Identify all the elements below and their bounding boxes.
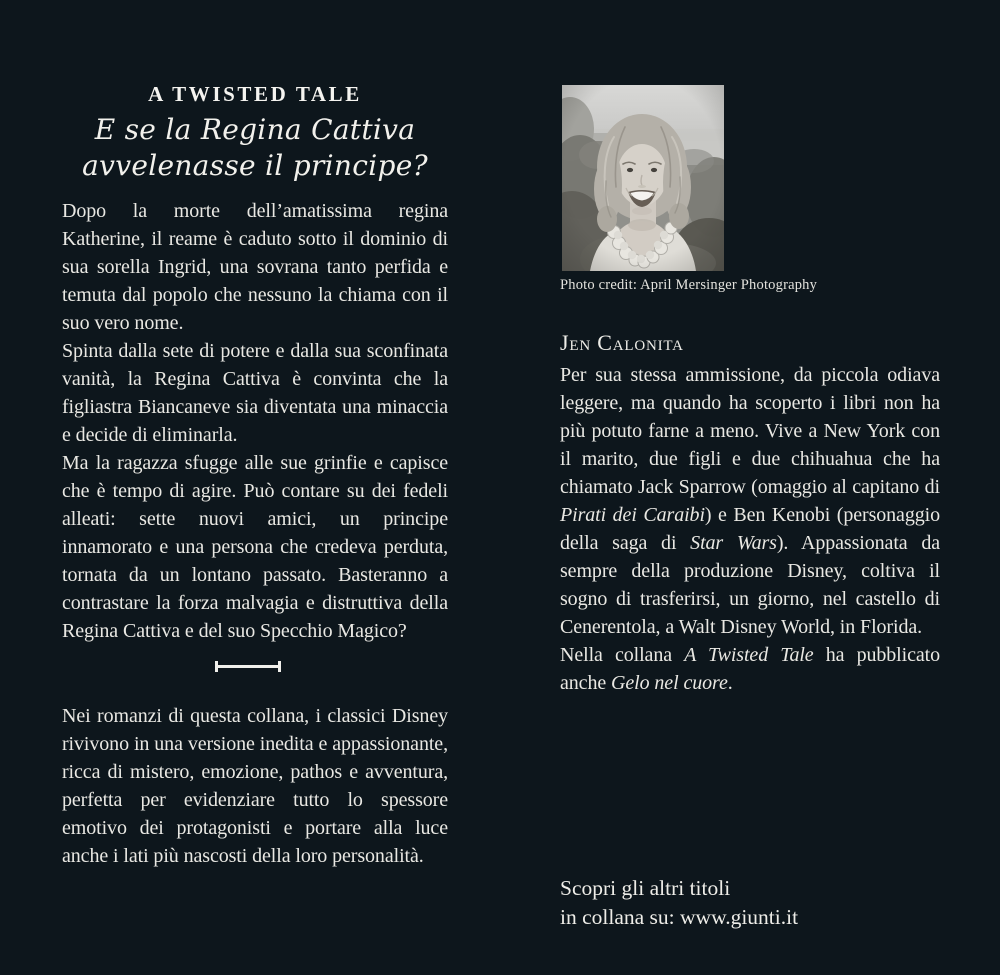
book-title-star-wars: Star Wars bbox=[690, 532, 777, 554]
collection-note-block bbox=[62, 702, 448, 870]
author-bio bbox=[560, 361, 940, 697]
synopsis-paragraph-2: Spinta dalla sete di potere e dalla sua sconfinata vanità, la Regina Cattiva è convinta che la figliastra Biancaneve sia diventata una minaccia e decide di eliminarla. bbox=[62, 340, 448, 446]
right-column bbox=[560, 0, 940, 975]
series-title: A TWISTED TALE bbox=[148, 82, 362, 106]
footer-line-1: Scopri gli altri titoli bbox=[560, 876, 731, 900]
bio-text: ) e Ben Kenobi (personaggio della saga di bbox=[560, 504, 940, 554]
section-divider bbox=[215, 661, 281, 672]
bio-text: ). Appassionata da sempre della produzione Disney, coltiva il sogno di trasferirsi, un giorno, nel castello di Cenerentola, a Walt Disney World, in Florida. bbox=[560, 532, 940, 638]
collection-note: Nei romanzi di questa collana, i classici Disney rivivono in una versione inedita e appassionante, ricca di mistero, emozione, pathos e avventura, perfetta per evidenziare tutto lo spessore emotivo dei protagonisti e portare alla luce anche i lati più nascosti della loro personalità. bbox=[62, 705, 448, 867]
bio-text: Per sua stessa ammissione, da piccola odiava leggere, ma quando ha scoperto i libri non ha più potuto farne a meno. Vive a New York con il marito, due figli e due chihuahua che ha chiamato Jack Sparrow (omaggio al capitano di bbox=[560, 364, 940, 498]
author-name: Jen Calonita bbox=[560, 330, 684, 355]
footer-note bbox=[560, 874, 940, 932]
synopsis-paragraph-3: Ma la ragazza sfugge alle sue grinfie e capisce che è tempo di agire. Può contare su dei fedeli alleati: sette nuovi amici, un principe innamorato e una persona che credeva perduta, tornata da un lontano passato. Basteranno a contrastare la forza malvagia e distruttiva della Regina Cattiva e del suo Specchio Magico? bbox=[62, 452, 448, 642]
tagline-line-1: E se la Regina Cattiva bbox=[94, 113, 416, 146]
book-title-pirati-dei-caraibi: Pirati dei Caraibi bbox=[560, 504, 705, 526]
book-title-gelo-nel-cuore: Gelo nel cuore bbox=[611, 672, 728, 694]
bio-text: ha pubblicato anche bbox=[560, 644, 940, 694]
author-photo bbox=[562, 85, 724, 271]
left-column bbox=[62, 0, 448, 975]
synopsis bbox=[62, 197, 448, 645]
divider-bar bbox=[216, 665, 280, 668]
book-tagline bbox=[62, 112, 448, 184]
author-portrait-image bbox=[562, 85, 724, 271]
photo-credit: Photo credit: April Mersinger Photography bbox=[560, 277, 818, 293]
series-title-italic: A Twisted Tale bbox=[684, 644, 814, 666]
bio-publications bbox=[560, 641, 940, 697]
tagline-line-2: avvelenasse il principe? bbox=[82, 149, 428, 182]
footer-line-2: in collana su: www.giunti.it bbox=[560, 905, 799, 929]
bio-text: Nella collana bbox=[560, 644, 685, 666]
synopsis-paragraph-1: Dopo la morte dell’amatissima regina Katherine, il reame è caduto sotto il dominio di sua sorella Ingrid, una sovrana tanto perfida e temuta dal popolo che nessuno la chiama con il suo vero nome. bbox=[62, 200, 448, 334]
bio-text: . bbox=[727, 672, 733, 694]
bio-paragraph bbox=[560, 361, 940, 641]
